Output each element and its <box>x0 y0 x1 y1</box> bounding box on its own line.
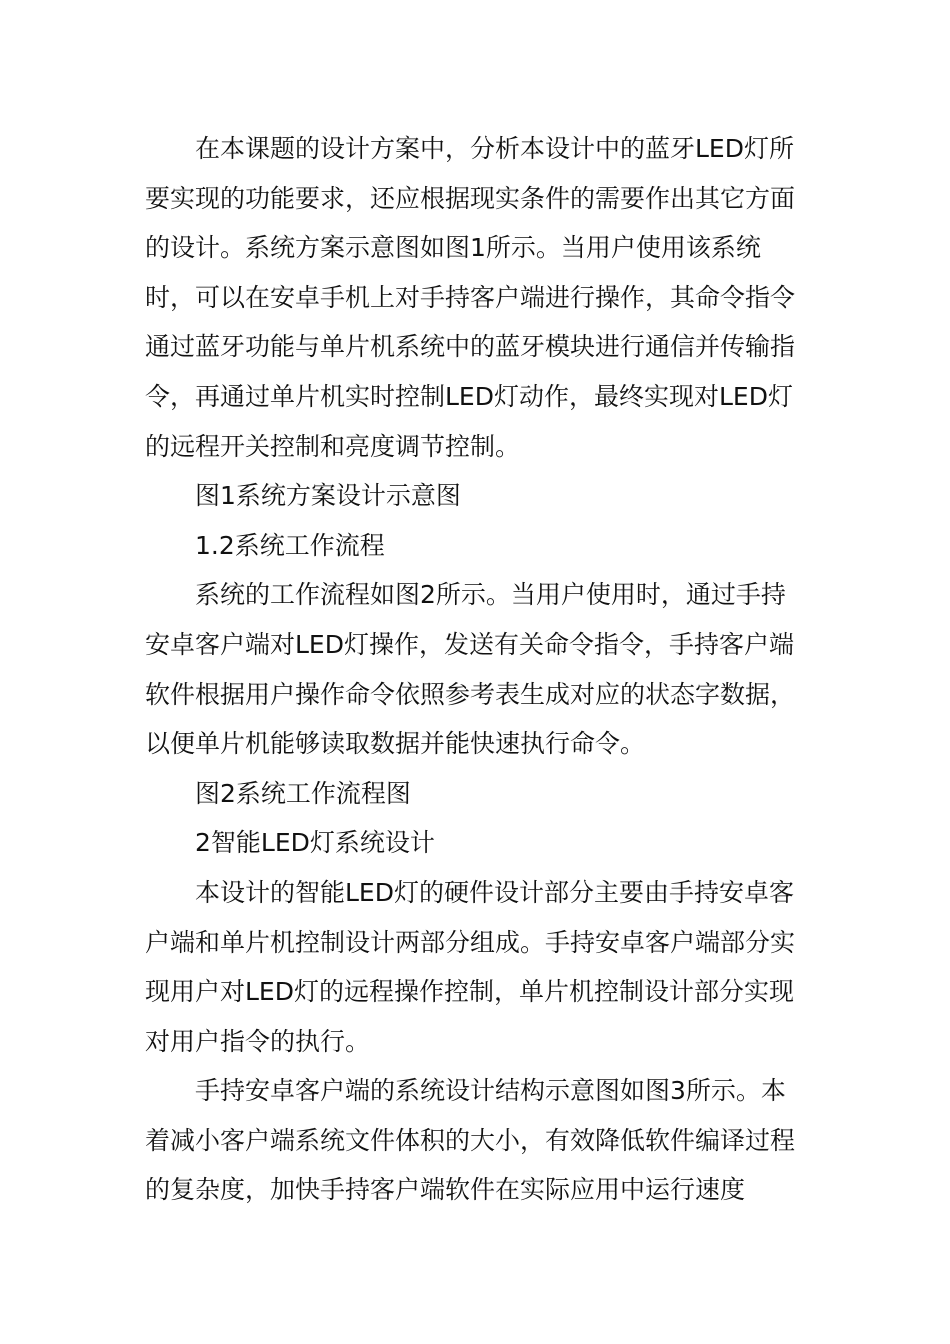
section-heading: 2智能LED灯系统设计 <box>195 828 435 858</box>
section-heading: 1.2系统工作流程 <box>195 530 385 560</box>
body-paragraph: 手持安卓客户端的系统设计结构示意图如图3所示。本着减小客户端系统文件体积的大小，有效降低软件编译过程的复杂度，加快手持客户端软件在实际应用中运行速度 <box>145 1076 796 1205</box>
figure-caption: 图2系统工作流程图 <box>195 778 411 808</box>
body-paragraph: 在本课题的设计方案中，分析本设计中的蓝牙LED灯所要实现的功能要求，还应根据现实条件的需要作出其它方面的设计。系统方案示意图如图1所示。当用户使用该系统时，可以在安卓手机上对手持客户端进行操作，其命令指令通过蓝牙功能与单片机系统中的蓝牙模块进行通信并传输指令，再通过单片机实时控制LED灯动作，最终实现对LED灯的远程开关控制和亮度调节控制。 <box>145 134 796 461</box>
figure-caption: 图1系统方案设计示意图 <box>195 481 461 511</box>
body-paragraph: 本设计的智能LED灯的硬件设计部分主要由手持安卓客户端和单片机控制设计两部分组成。手持安卓客户端部分实现用户对LED灯的远程操作控制，单片机控制设计部分实现对用户指令的执行。 <box>145 877 796 1056</box>
body-paragraph: 系统的工作流程如图2所示。当用户使用时，通过手持安卓客户端对LED灯操作，发送有关命令指令，手持客户端软件根据用户操作命令依照参考表生成对应的状态字数据，以便单片机能够读取数据并能快速执行命令。 <box>145 580 796 759</box>
document-body <box>145 124 810 1215</box>
